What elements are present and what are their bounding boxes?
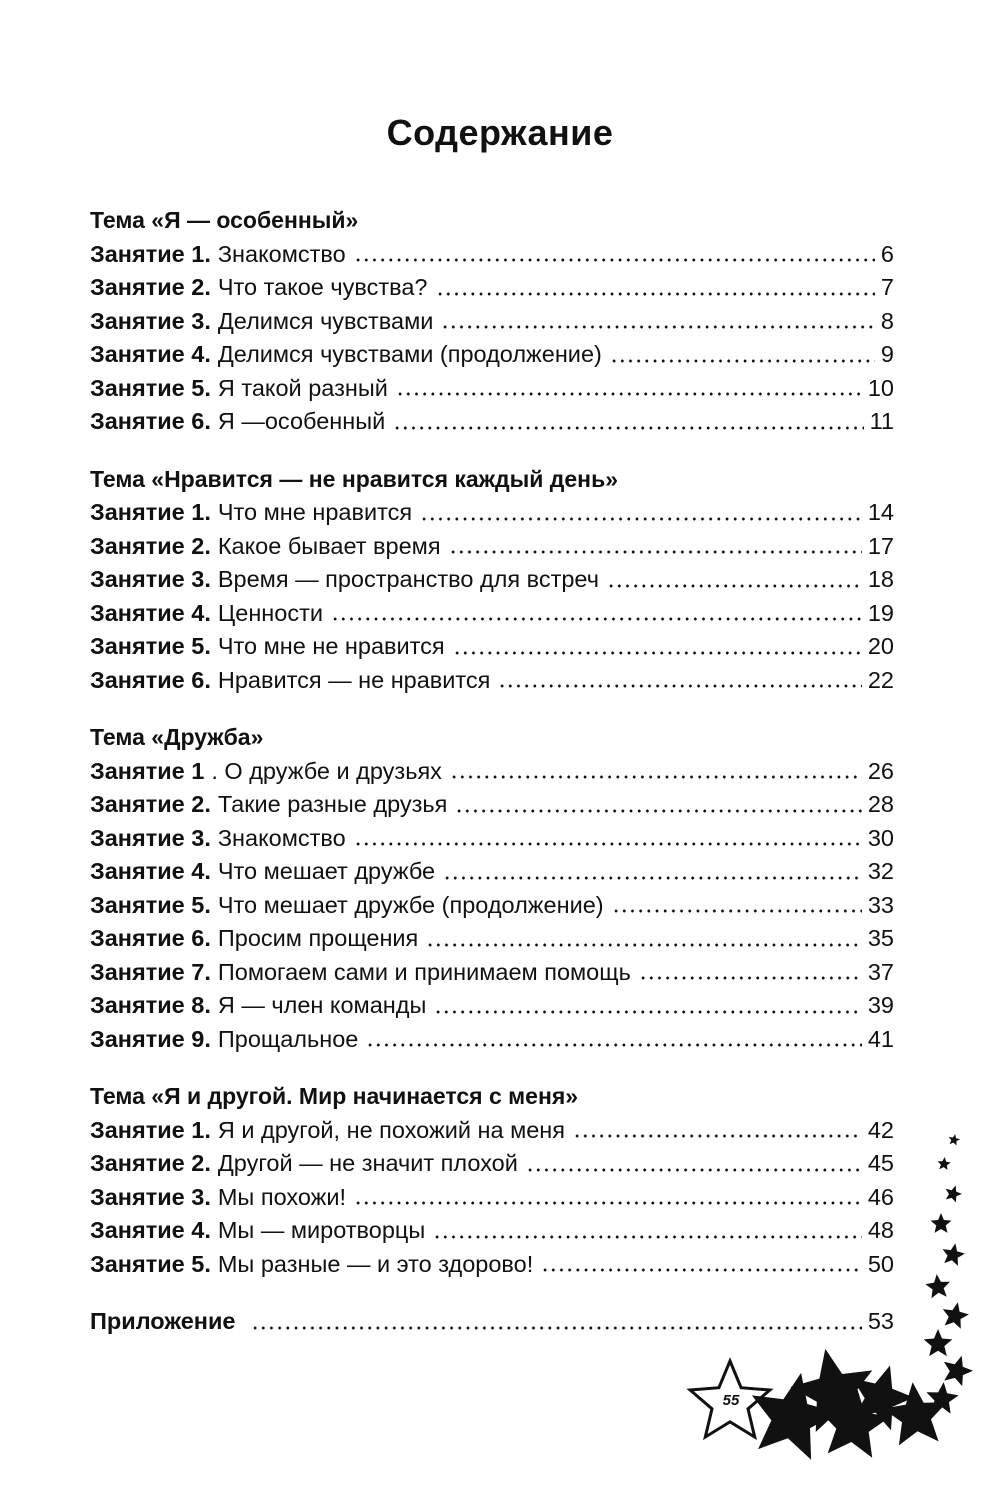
star-icon [949, 1134, 960, 1145]
toc-section [90, 721, 894, 1056]
entry-page: 7 [880, 274, 894, 300]
entry-title: Знакомство [217, 240, 346, 267]
entry-page: 50 [867, 1250, 894, 1277]
toc-entry [90, 405, 894, 439]
toc-entry [90, 755, 894, 789]
dot-leader [450, 775, 862, 779]
entry-title: Я — член команды [217, 992, 427, 1018]
entry-label: Занятие 2. [90, 791, 211, 817]
toc-entry [90, 922, 894, 956]
entry-title: Время — пространство для встреч [217, 566, 599, 592]
entry-title: Просим прощения [217, 925, 419, 951]
theme-heading: Тема «Дружба» [90, 724, 264, 750]
entry-page: 37 [867, 958, 894, 985]
entry-title: Делимся чувствами [217, 307, 434, 334]
entry-label: Занятие 1. [90, 499, 211, 525]
entry-label: Занятие 3. [90, 566, 211, 592]
entry-label: Занятие 6. [90, 925, 211, 951]
dot-leader [354, 1201, 862, 1205]
dot-leader [453, 651, 862, 655]
star-icon [924, 1329, 953, 1356]
star-icon [931, 1213, 952, 1233]
toc-entry [90, 305, 894, 339]
toc-entry [90, 530, 894, 564]
entry-label: Занятие 5. [90, 633, 211, 659]
star-icon [944, 1356, 973, 1386]
entry-page: 6 [880, 240, 894, 267]
entry-title: Что мешает дружбе (продолжение) [217, 891, 604, 918]
dot-leader [393, 426, 863, 430]
entry-label: Занятие 4. [90, 341, 211, 367]
toc-entry [90, 855, 894, 889]
entry-title: Что мне нравится [217, 499, 413, 525]
entry-title: Нравится — не нравится [217, 666, 491, 693]
entry-page: 8 [880, 307, 894, 334]
dot-leader [436, 292, 875, 296]
toc-entry [90, 271, 894, 305]
toc-section [90, 204, 894, 439]
entry-label: Занятие 2. [90, 1150, 211, 1176]
toc-entry [90, 496, 894, 530]
entry-label: Занятие 5. [90, 374, 211, 401]
entry-title: Такие разные друзья [217, 791, 448, 817]
dot-leader [331, 617, 862, 621]
theme-heading: Тема «Нравится — не нравится каждый день» [90, 465, 619, 492]
dot-leader [366, 1043, 861, 1047]
entry-title: . О дружбе и друзьях [211, 757, 442, 784]
entry-label: Занятие 6. [90, 408, 211, 434]
toc-entry [90, 889, 894, 923]
dot-leader [426, 943, 862, 947]
dot-leader [607, 584, 862, 588]
page-number: 55 [722, 1392, 740, 1409]
star-icon [946, 1185, 962, 1202]
dot-leader [612, 909, 862, 913]
dot-leader [541, 1268, 862, 1272]
dot-leader [251, 1326, 862, 1330]
dot-leader [434, 1010, 862, 1014]
entry-title: Другой — не значит плохой [217, 1150, 518, 1176]
entry-title: Знакомство [217, 824, 346, 851]
dot-leader [610, 359, 875, 363]
entry-page: 18 [867, 566, 894, 592]
entry-title: Я и другой, не похожий на меня [217, 1116, 566, 1143]
toc-entry [90, 1114, 894, 1148]
star-icon [943, 1302, 969, 1328]
toc-entry [90, 1248, 894, 1282]
star-icon [938, 1157, 951, 1170]
toc-entry [90, 664, 894, 698]
entry-title: Мы похожи! [217, 1183, 347, 1210]
entry-title: Мы — миротворцы [217, 1217, 426, 1243]
appendix-entry [90, 1305, 894, 1339]
entry-page: 41 [867, 1025, 894, 1052]
entry-label: Занятие 9. [90, 1025, 211, 1052]
toc-entry [90, 238, 894, 272]
table-of-contents [90, 204, 894, 1339]
entry-page: 14 [867, 499, 894, 525]
dot-leader [526, 1168, 862, 1172]
entry-page: 48 [867, 1217, 894, 1243]
toc-entry [90, 989, 894, 1023]
toc-section [90, 1080, 894, 1281]
dot-leader [354, 842, 862, 846]
dot-leader [443, 876, 862, 880]
toc-entry [90, 1023, 894, 1057]
toc-entry [90, 563, 894, 597]
entry-label: Занятие 4. [90, 858, 211, 884]
dot-leader [441, 325, 875, 329]
entry-title: Прощальное [217, 1025, 359, 1052]
dot-leader [498, 684, 861, 688]
entry-label: Занятие 4. [90, 599, 211, 626]
dot-leader [420, 517, 862, 521]
entry-page: 39 [867, 992, 894, 1018]
page-title: Содержание [386, 112, 614, 153]
entry-label: Занятие 3. [90, 824, 211, 851]
entry-page: 20 [867, 633, 894, 659]
star-icon [925, 1274, 950, 1298]
entry-page: 10 [867, 374, 894, 401]
toc-entry [90, 338, 894, 372]
entry-page: 11 [869, 408, 894, 434]
entry-title: Мы разные — и это здорово! [217, 1250, 534, 1277]
entry-title: Я —особенный [217, 408, 386, 434]
entry-page: 26 [867, 757, 894, 784]
entry-page: 30 [867, 824, 894, 851]
entry-page: 9 [880, 341, 894, 367]
theme-heading: Тема «Я и другой. Мир начинается с меня» [90, 1083, 579, 1109]
toc-entry [90, 372, 894, 406]
entry-title: Я такой разный [217, 374, 388, 401]
entry-label: Занятие 1 [90, 757, 205, 784]
entry-page: 46 [867, 1183, 894, 1210]
star-icon [943, 1243, 965, 1266]
entry-label: Занятие 3. [90, 1183, 211, 1210]
dot-leader [354, 258, 875, 262]
toc-entry [90, 1214, 894, 1248]
entry-page: 28 [867, 791, 894, 817]
dot-leader [573, 1134, 862, 1138]
entry-label: Занятие 7. [90, 958, 211, 985]
entry-title: Делимся чувствами (продолжение) [217, 341, 602, 367]
entry-label: Занятие 1. [90, 1116, 211, 1143]
entry-page: 19 [867, 599, 894, 626]
entry-label: Занятие 5. [90, 891, 211, 918]
entry-page: 53 [867, 1308, 894, 1334]
entry-page: 17 [867, 532, 894, 559]
entry-label: Приложение [90, 1308, 236, 1334]
entry-page: 45 [867, 1150, 894, 1176]
entry-page: 33 [867, 891, 894, 918]
entry-page: 32 [867, 858, 894, 884]
dot-leader [449, 550, 862, 554]
entry-title: Что мешает дружбе [217, 858, 436, 884]
entry-page: 42 [867, 1116, 894, 1143]
entry-title: Какое бывает время [217, 532, 441, 559]
entry-label: Занятие 3. [90, 307, 211, 334]
entry-title: Помогаем сами и принимаем помощь [217, 958, 631, 985]
toc-section [90, 463, 894, 698]
entry-label: Занятие 8. [90, 992, 211, 1018]
toc-entry [90, 788, 894, 822]
entry-page: 35 [867, 925, 894, 951]
toc-entry [90, 822, 894, 856]
theme-heading: Тема «Я — особенный» [90, 207, 359, 233]
entry-label: Занятие 4. [90, 1217, 211, 1243]
entry-title: Что такое чувства? [217, 274, 428, 300]
toc-entry [90, 597, 894, 631]
entry-title: Что мне не нравится [217, 633, 445, 659]
toc-entry [90, 630, 894, 664]
toc-entry [90, 1147, 894, 1181]
entry-label: Занятие 5. [90, 1250, 211, 1277]
entry-page: 22 [867, 666, 894, 693]
toc-entry [90, 1181, 894, 1215]
dot-leader [433, 1235, 862, 1239]
dot-leader [455, 809, 861, 813]
entry-label: Занятие 1. [90, 240, 211, 267]
entry-label: Занятие 2. [90, 532, 211, 559]
toc-entry [90, 956, 894, 990]
entry-label: Занятие 2. [90, 274, 211, 300]
entry-label: Занятие 6. [90, 666, 211, 693]
dot-leader [639, 976, 862, 980]
entry-title: Ценности [217, 599, 323, 626]
dot-leader [396, 392, 862, 396]
